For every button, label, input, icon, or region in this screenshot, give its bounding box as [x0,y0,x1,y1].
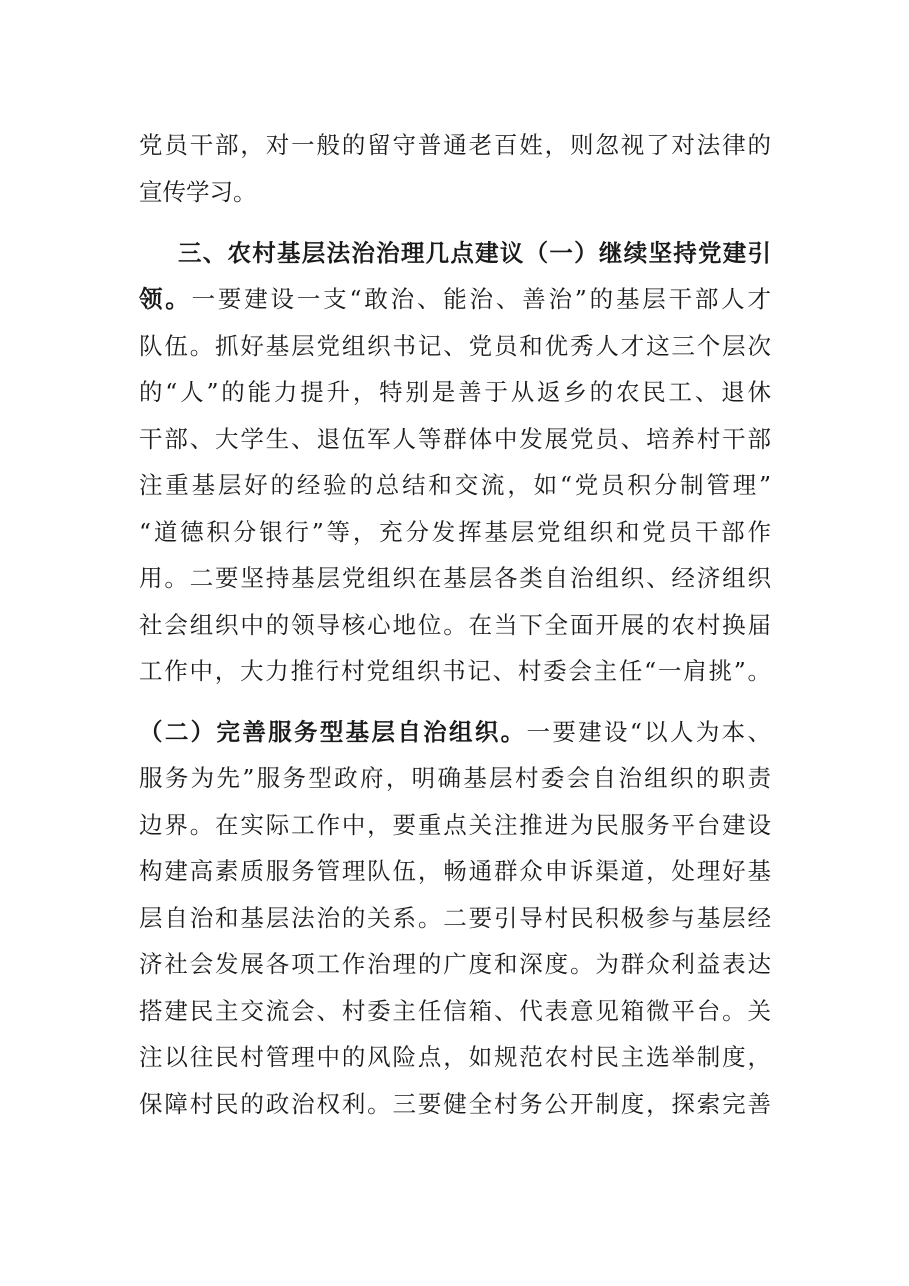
text-span: 一要建设“以人为本、 [526,718,772,746]
text-line: “道德积分银行”等，充分发挥基层党组织和党员干部作 [139,518,771,546]
text-line: 服务为先”服务型政府，明确基层村委会自治组织的职责 [139,764,771,792]
text-line [139,283,771,315]
text-line: 搭建民主交流会、村委主任信箱、代表意见箱微平台。关 [139,997,771,1025]
text-line: 层自治和基层法治的关系。二要引导村民积极参与基层经 [139,904,771,932]
text-line: 宣传学习。 [139,178,257,206]
text-line: 工作中，大力推行村党组织书记、村委会主任“一肩挑”。 [139,657,771,685]
text-line: 队伍。抓好基层党组织书记、党员和优秀人才这三个层次 [139,332,771,360]
text-line: 注重基层好的经验的总结和交流，如“党员积分制管理” [139,471,771,499]
subsection-heading: （二）完善服务型基层自治组织。 [139,718,527,746]
heading-continuation: 领。 [139,285,192,313]
text-line: 用。二要坚持基层党组织在基层各类自治组织、经济组织 [139,564,771,592]
text-line [139,716,771,748]
text-line: 边界。在实际工作中，要重点关注推进为民服务平台建设 [139,811,771,839]
text-line: 注以往民村管理中的风险点，如规范农村民主选举制度， [139,1043,771,1071]
section-heading [178,237,771,269]
text-span: 一要建设一支“敢治、能治、善治”的基层干部人才 [191,285,771,313]
text-line: 社会组织中的领导核心地位。在当下全面开展的农村换届 [139,611,771,639]
text-line: 的“人”的能力提升，特别是善于从返乡的农民工、退休 [139,378,771,406]
text-line: 构建高素质服务管理队伍，畅通群众申诉渠道，处理好基 [139,857,771,885]
text-line: 干部、大学生、退伍军人等群体中发展党员、培养村干部 [139,425,771,453]
text-line: 党员干部，对一般的留守普通老百姓，则忽视了对法律的 [139,131,771,159]
section-heading-text: 三、农村基层法治治理几点建议（一）继续坚持党建引 [178,239,771,267]
text-line: 济社会发展各项工作治理的广度和深度。为群众利益表达 [139,950,771,978]
text-line: 保障村民的政治权利。三要健全村务公开制度，探索完善 [139,1090,771,1118]
